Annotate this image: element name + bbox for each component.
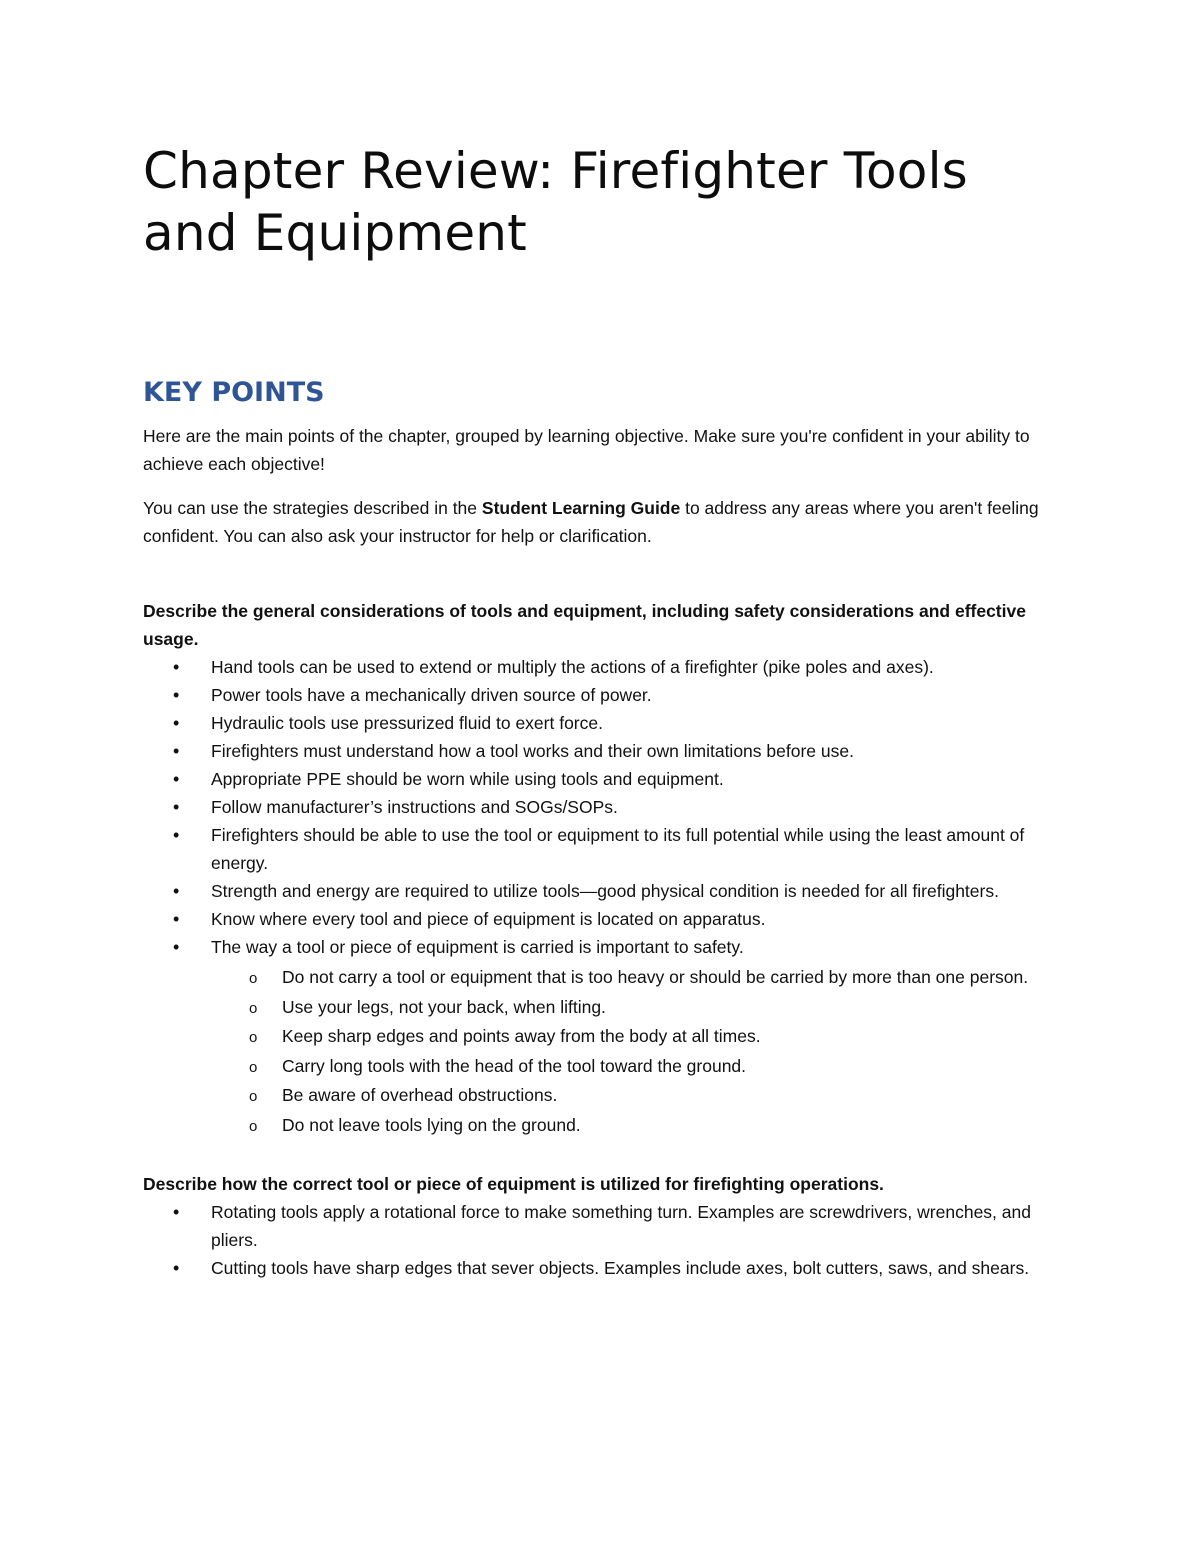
sub-bullet-icon: o bbox=[249, 1088, 258, 1105]
list-item-text: Hand tools can be used to extend or multiply the actions of a firefighter (pike poles and axes). bbox=[211, 657, 934, 677]
bullet-icon: • bbox=[173, 769, 180, 789]
sub-bullet-icon: o bbox=[249, 1058, 258, 1076]
list-item bbox=[143, 1254, 1063, 1282]
list-item-text: Power tools have a mechanically driven source of power. bbox=[211, 685, 652, 705]
bullet-icon: • bbox=[173, 909, 180, 929]
list-item bbox=[143, 737, 1063, 765]
sub-bullet-icon: o bbox=[249, 970, 258, 987]
intro-paragraph: Here are the main points of the chapter, grouped by learning objective. Make sure you're confident in your ability to achieve each objective! bbox=[143, 426, 1030, 474]
sub-bullet-icon: o bbox=[249, 1117, 258, 1135]
list-item bbox=[143, 653, 1063, 681]
list-item-text: The way a tool or piece of equipment is carried is important to safety. bbox=[211, 937, 744, 957]
list-item bbox=[143, 877, 1063, 905]
document-page bbox=[143, 140, 1063, 1282]
bullet-icon: • bbox=[173, 685, 180, 705]
list-item-text: Strength and energy are required to utilize tools—good physical condition is needed for all firefighters. bbox=[211, 881, 999, 901]
sub-list-item bbox=[211, 1111, 1063, 1141]
bullet-icon: • bbox=[173, 1202, 180, 1222]
strategies-text-after: to address any areas where you aren't feeling confident. You can also ask your instructor for help or clarification. bbox=[143, 498, 1039, 546]
bullet-icon: • bbox=[173, 881, 180, 901]
sub-list-item bbox=[211, 1081, 1063, 1111]
list-item bbox=[143, 765, 1063, 793]
bullet-icon: • bbox=[173, 937, 180, 957]
bullet-icon: • bbox=[173, 797, 180, 817]
objective-heading: Describe how the correct tool or piece of equipment is utilized for firefighting operations. bbox=[143, 1174, 884, 1194]
list-item bbox=[143, 821, 1063, 877]
bullet-icon: • bbox=[173, 657, 180, 677]
sub-bullet-icon: o bbox=[249, 1029, 258, 1046]
section-heading-key-points: KEY POINTS bbox=[143, 377, 325, 408]
bullet-icon: • bbox=[173, 1258, 180, 1278]
sub-list-item-text: Do not carry a tool or equipment that is too heavy or should be carried by more than one person. bbox=[282, 967, 1029, 987]
list-item bbox=[143, 681, 1063, 709]
sub-list-item-text: Use your legs, not your back, when lifting. bbox=[282, 996, 606, 1017]
student-learning-guide-reference: Student Learning Guide bbox=[481, 498, 681, 518]
list-item-text: Firefighters should be able to use the tool or equipment to its full potential while using the least amount of energy. bbox=[211, 825, 1025, 873]
list-item-text: Rotating tools apply a rotational force to make something turn. Examples are screwdrivers, wrenches, and pliers. bbox=[211, 1202, 1031, 1250]
sub-list-item bbox=[211, 1022, 1063, 1052]
list-item bbox=[143, 709, 1063, 737]
bullet-list bbox=[143, 653, 1063, 1140]
list-item-text: Appropriate PPE should be worn while using tools and equipment. bbox=[211, 769, 724, 789]
list-item bbox=[143, 933, 1063, 1140]
sub-bullet-list bbox=[211, 963, 1063, 1140]
list-item bbox=[143, 905, 1063, 933]
sub-list-item bbox=[211, 963, 1063, 993]
strategies-paragraph bbox=[143, 494, 1063, 550]
sub-list-item-text: Keep sharp edges and points away from the body at all times. bbox=[282, 1026, 761, 1046]
strategies-text-before: You can use the strategies described in the bbox=[143, 498, 482, 518]
objective-heading: Describe the general considerations of tools and equipment, including safety considerations and effective usage. bbox=[143, 601, 1026, 649]
sub-list-item bbox=[211, 1052, 1063, 1082]
bullet-icon: • bbox=[173, 825, 180, 845]
list-item-text: Cutting tools have sharp edges that sever objects. Examples include axes, bolt cutters, saws, and shears. bbox=[211, 1258, 1030, 1278]
list-item-text: Follow manufacturer’s instructions and SOGs/SOPs. bbox=[211, 797, 618, 817]
sub-list-item-text: Do not leave tools lying on the ground. bbox=[282, 1114, 581, 1135]
sub-list-item-text: Be aware of overhead obstructions. bbox=[282, 1085, 558, 1105]
page-title: Chapter Review: Firefighter Tools and Equipment bbox=[143, 142, 968, 262]
list-item bbox=[143, 793, 1063, 821]
sub-list-item-text: Carry long tools with the head of the tool toward the ground. bbox=[282, 1055, 747, 1076]
bullet-icon: • bbox=[173, 741, 180, 761]
sub-bullet-icon: o bbox=[249, 999, 258, 1017]
bullet-list bbox=[143, 1198, 1063, 1282]
list-item-text: Know where every tool and piece of equipment is located on apparatus. bbox=[211, 909, 766, 929]
bullet-icon: • bbox=[173, 713, 180, 733]
list-item-text: Firefighters must understand how a tool works and their own limitations before use. bbox=[211, 741, 854, 761]
list-item bbox=[143, 1198, 1063, 1254]
sub-list-item bbox=[211, 993, 1063, 1023]
list-item-text: Hydraulic tools use pressurized fluid to exert force. bbox=[211, 713, 603, 733]
